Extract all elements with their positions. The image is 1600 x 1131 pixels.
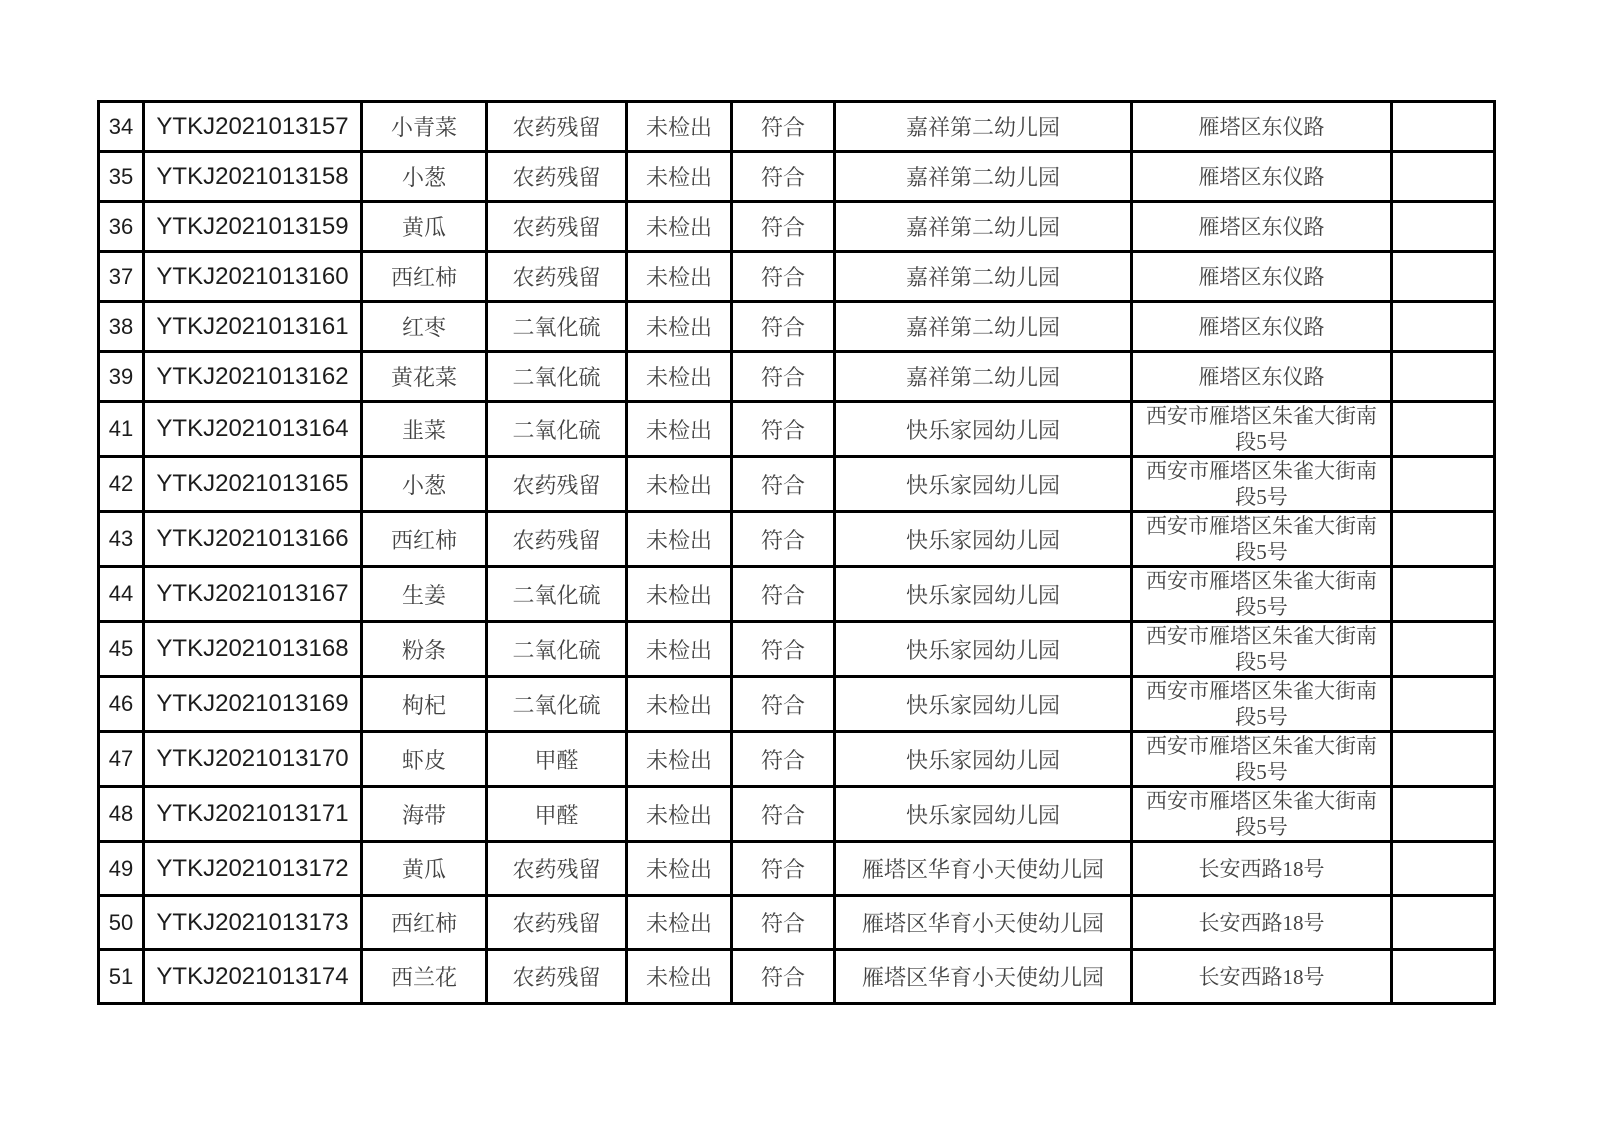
test-item: 农药残留: [487, 152, 627, 202]
remark: [1392, 567, 1495, 622]
test-result: 未检出: [627, 677, 732, 732]
sampled-organization: 快乐家园幼儿园: [835, 787, 1132, 842]
conclusion: 符合: [732, 152, 835, 202]
serial-number: 45: [99, 622, 144, 677]
test-item: 农药残留: [487, 896, 627, 950]
table-row: [99, 677, 1495, 732]
test-result: 未检出: [627, 732, 732, 787]
food-name: 西红柿: [362, 512, 487, 567]
food-name: 小葱: [362, 152, 487, 202]
organization-address: 长安西路18号: [1132, 842, 1392, 896]
organization-address: 长安西路18号: [1132, 896, 1392, 950]
sample-id: YTKJ2021013158: [144, 152, 362, 202]
sampled-organization: 嘉祥第二幼儿园: [835, 302, 1132, 352]
sample-id: YTKJ2021013171: [144, 787, 362, 842]
remark: [1392, 457, 1495, 512]
remark: [1392, 152, 1495, 202]
remark: [1392, 352, 1495, 402]
food-name: 黄瓜: [362, 842, 487, 896]
food-name: 小青菜: [362, 102, 487, 152]
table-row: [99, 512, 1495, 567]
test-item: 农药残留: [487, 842, 627, 896]
organization-address: 西安市雁塔区朱雀大街南段5号: [1132, 732, 1392, 787]
conclusion: 符合: [732, 950, 835, 1004]
sampled-organization: 快乐家园幼儿园: [835, 512, 1132, 567]
test-item: 二氧化硫: [487, 622, 627, 677]
sample-id: YTKJ2021013166: [144, 512, 362, 567]
organization-address: 雁塔区东仪路: [1132, 202, 1392, 252]
food-name: 西红柿: [362, 252, 487, 302]
sample-id: YTKJ2021013164: [144, 402, 362, 457]
serial-number: 48: [99, 787, 144, 842]
conclusion: 符合: [732, 842, 835, 896]
conclusion: 符合: [732, 252, 835, 302]
sampled-organization: 雁塔区华育小天使幼儿园: [835, 896, 1132, 950]
table-row: [99, 352, 1495, 402]
food-name: 粉条: [362, 622, 487, 677]
conclusion: 符合: [732, 457, 835, 512]
table-row: [99, 102, 1495, 152]
test-result: 未检出: [627, 457, 732, 512]
sampled-organization: 快乐家园幼儿园: [835, 567, 1132, 622]
sampled-organization: 嘉祥第二幼儿园: [835, 252, 1132, 302]
inspection-table-body: [99, 102, 1495, 1004]
sampled-organization: 快乐家园幼儿园: [835, 622, 1132, 677]
serial-number: 43: [99, 512, 144, 567]
remark: [1392, 950, 1495, 1004]
sampled-organization: 嘉祥第二幼儿园: [835, 152, 1132, 202]
sampled-organization: 快乐家园幼儿园: [835, 402, 1132, 457]
serial-number: 49: [99, 842, 144, 896]
test-item: 甲醛: [487, 732, 627, 787]
test-result: 未检出: [627, 202, 732, 252]
sample-id: YTKJ2021013159: [144, 202, 362, 252]
sample-id: YTKJ2021013167: [144, 567, 362, 622]
table-row: [99, 457, 1495, 512]
organization-address: 西安市雁塔区朱雀大街南段5号: [1132, 622, 1392, 677]
serial-number: 34: [99, 102, 144, 152]
test-result: 未检出: [627, 152, 732, 202]
conclusion: 符合: [732, 622, 835, 677]
test-item: 二氧化硫: [487, 302, 627, 352]
table-row: [99, 402, 1495, 457]
conclusion: 符合: [732, 402, 835, 457]
sampled-organization: 快乐家园幼儿园: [835, 732, 1132, 787]
serial-number: 50: [99, 896, 144, 950]
table-row: [99, 567, 1495, 622]
test-item: 农药残留: [487, 457, 627, 512]
sample-id: YTKJ2021013162: [144, 352, 362, 402]
table-row: [99, 896, 1495, 950]
food-name: 海带: [362, 787, 487, 842]
serial-number: 36: [99, 202, 144, 252]
sample-id: YTKJ2021013165: [144, 457, 362, 512]
test-item: 农药残留: [487, 102, 627, 152]
table-row: [99, 152, 1495, 202]
conclusion: 符合: [732, 732, 835, 787]
organization-address: 西安市雁塔区朱雀大街南段5号: [1132, 677, 1392, 732]
test-result: 未检出: [627, 512, 732, 567]
remark: [1392, 896, 1495, 950]
serial-number: 47: [99, 732, 144, 787]
test-result: 未检出: [627, 842, 732, 896]
test-item: 农药残留: [487, 512, 627, 567]
test-result: 未检出: [627, 102, 732, 152]
sample-id: YTKJ2021013172: [144, 842, 362, 896]
serial-number: 44: [99, 567, 144, 622]
serial-number: 41: [99, 402, 144, 457]
sampled-organization: 快乐家园幼儿园: [835, 457, 1132, 512]
sample-id: YTKJ2021013169: [144, 677, 362, 732]
sample-id: YTKJ2021013160: [144, 252, 362, 302]
conclusion: 符合: [732, 896, 835, 950]
organization-address: 雁塔区东仪路: [1132, 352, 1392, 402]
table-row: [99, 787, 1495, 842]
serial-number: 39: [99, 352, 144, 402]
table-row: [99, 252, 1495, 302]
organization-address: 西安市雁塔区朱雀大街南段5号: [1132, 567, 1392, 622]
conclusion: 符合: [732, 102, 835, 152]
food-inspection-table: [97, 100, 1496, 1005]
test-result: 未检出: [627, 787, 732, 842]
conclusion: 符合: [732, 302, 835, 352]
sampled-organization: 嘉祥第二幼儿园: [835, 102, 1132, 152]
organization-address: 雁塔区东仪路: [1132, 152, 1392, 202]
serial-number: 42: [99, 457, 144, 512]
food-name: 生姜: [362, 567, 487, 622]
food-name: 红枣: [362, 302, 487, 352]
test-item: 农药残留: [487, 950, 627, 1004]
test-result: 未检出: [627, 567, 732, 622]
test-item: 二氧化硫: [487, 567, 627, 622]
organization-address: 雁塔区东仪路: [1132, 102, 1392, 152]
organization-address: 西安市雁塔区朱雀大街南段5号: [1132, 457, 1392, 512]
test-result: 未检出: [627, 896, 732, 950]
test-result: 未检出: [627, 950, 732, 1004]
organization-address: 雁塔区东仪路: [1132, 302, 1392, 352]
food-name: 枸杞: [362, 677, 487, 732]
serial-number: 35: [99, 152, 144, 202]
remark: [1392, 677, 1495, 732]
remark: [1392, 252, 1495, 302]
organization-address: 西安市雁塔区朱雀大街南段5号: [1132, 402, 1392, 457]
table-row: [99, 732, 1495, 787]
food-name: 韭菜: [362, 402, 487, 457]
sampled-organization: 雁塔区华育小天使幼儿园: [835, 842, 1132, 896]
sampled-organization: 嘉祥第二幼儿园: [835, 352, 1132, 402]
conclusion: 符合: [732, 787, 835, 842]
food-name: 西红柿: [362, 896, 487, 950]
test-item: 二氧化硫: [487, 677, 627, 732]
sample-id: YTKJ2021013174: [144, 950, 362, 1004]
sample-id: YTKJ2021013170: [144, 732, 362, 787]
food-name: 小葱: [362, 457, 487, 512]
food-name: 黄瓜: [362, 202, 487, 252]
test-item: 农药残留: [487, 202, 627, 252]
sampled-organization: 雁塔区华育小天使幼儿园: [835, 950, 1132, 1004]
serial-number: 38: [99, 302, 144, 352]
conclusion: 符合: [732, 512, 835, 567]
serial-number: 46: [99, 677, 144, 732]
remark: [1392, 512, 1495, 567]
sampled-organization: 快乐家园幼儿园: [835, 677, 1132, 732]
sample-id: YTKJ2021013161: [144, 302, 362, 352]
remark: [1392, 787, 1495, 842]
table-row: [99, 202, 1495, 252]
test-item: 二氧化硫: [487, 352, 627, 402]
table-row: [99, 842, 1495, 896]
remark: [1392, 622, 1495, 677]
test-result: 未检出: [627, 352, 732, 402]
conclusion: 符合: [732, 202, 835, 252]
table-row: [99, 302, 1495, 352]
remark: [1392, 302, 1495, 352]
sample-id: YTKJ2021013173: [144, 896, 362, 950]
food-name: 西兰花: [362, 950, 487, 1004]
conclusion: 符合: [732, 677, 835, 732]
test-result: 未检出: [627, 402, 732, 457]
table-row: [99, 950, 1495, 1004]
organization-address: 雁塔区东仪路: [1132, 252, 1392, 302]
test-result: 未检出: [627, 622, 732, 677]
serial-number: 51: [99, 950, 144, 1004]
conclusion: 符合: [732, 352, 835, 402]
organization-address: 西安市雁塔区朱雀大街南段5号: [1132, 787, 1392, 842]
food-name: 虾皮: [362, 732, 487, 787]
remark: [1392, 402, 1495, 457]
test-result: 未检出: [627, 252, 732, 302]
sampled-organization: 嘉祥第二幼儿园: [835, 202, 1132, 252]
sample-id: YTKJ2021013168: [144, 622, 362, 677]
remark: [1392, 732, 1495, 787]
remark: [1392, 102, 1495, 152]
test-item: 农药残留: [487, 252, 627, 302]
sample-id: YTKJ2021013157: [144, 102, 362, 152]
organization-address: 长安西路18号: [1132, 950, 1392, 1004]
test-result: 未检出: [627, 302, 732, 352]
remark: [1392, 842, 1495, 896]
food-name: 黄花菜: [362, 352, 487, 402]
remark: [1392, 202, 1495, 252]
conclusion: 符合: [732, 567, 835, 622]
table-row: [99, 622, 1495, 677]
organization-address: 西安市雁塔区朱雀大街南段5号: [1132, 512, 1392, 567]
test-item: 二氧化硫: [487, 402, 627, 457]
serial-number: 37: [99, 252, 144, 302]
test-item: 甲醛: [487, 787, 627, 842]
